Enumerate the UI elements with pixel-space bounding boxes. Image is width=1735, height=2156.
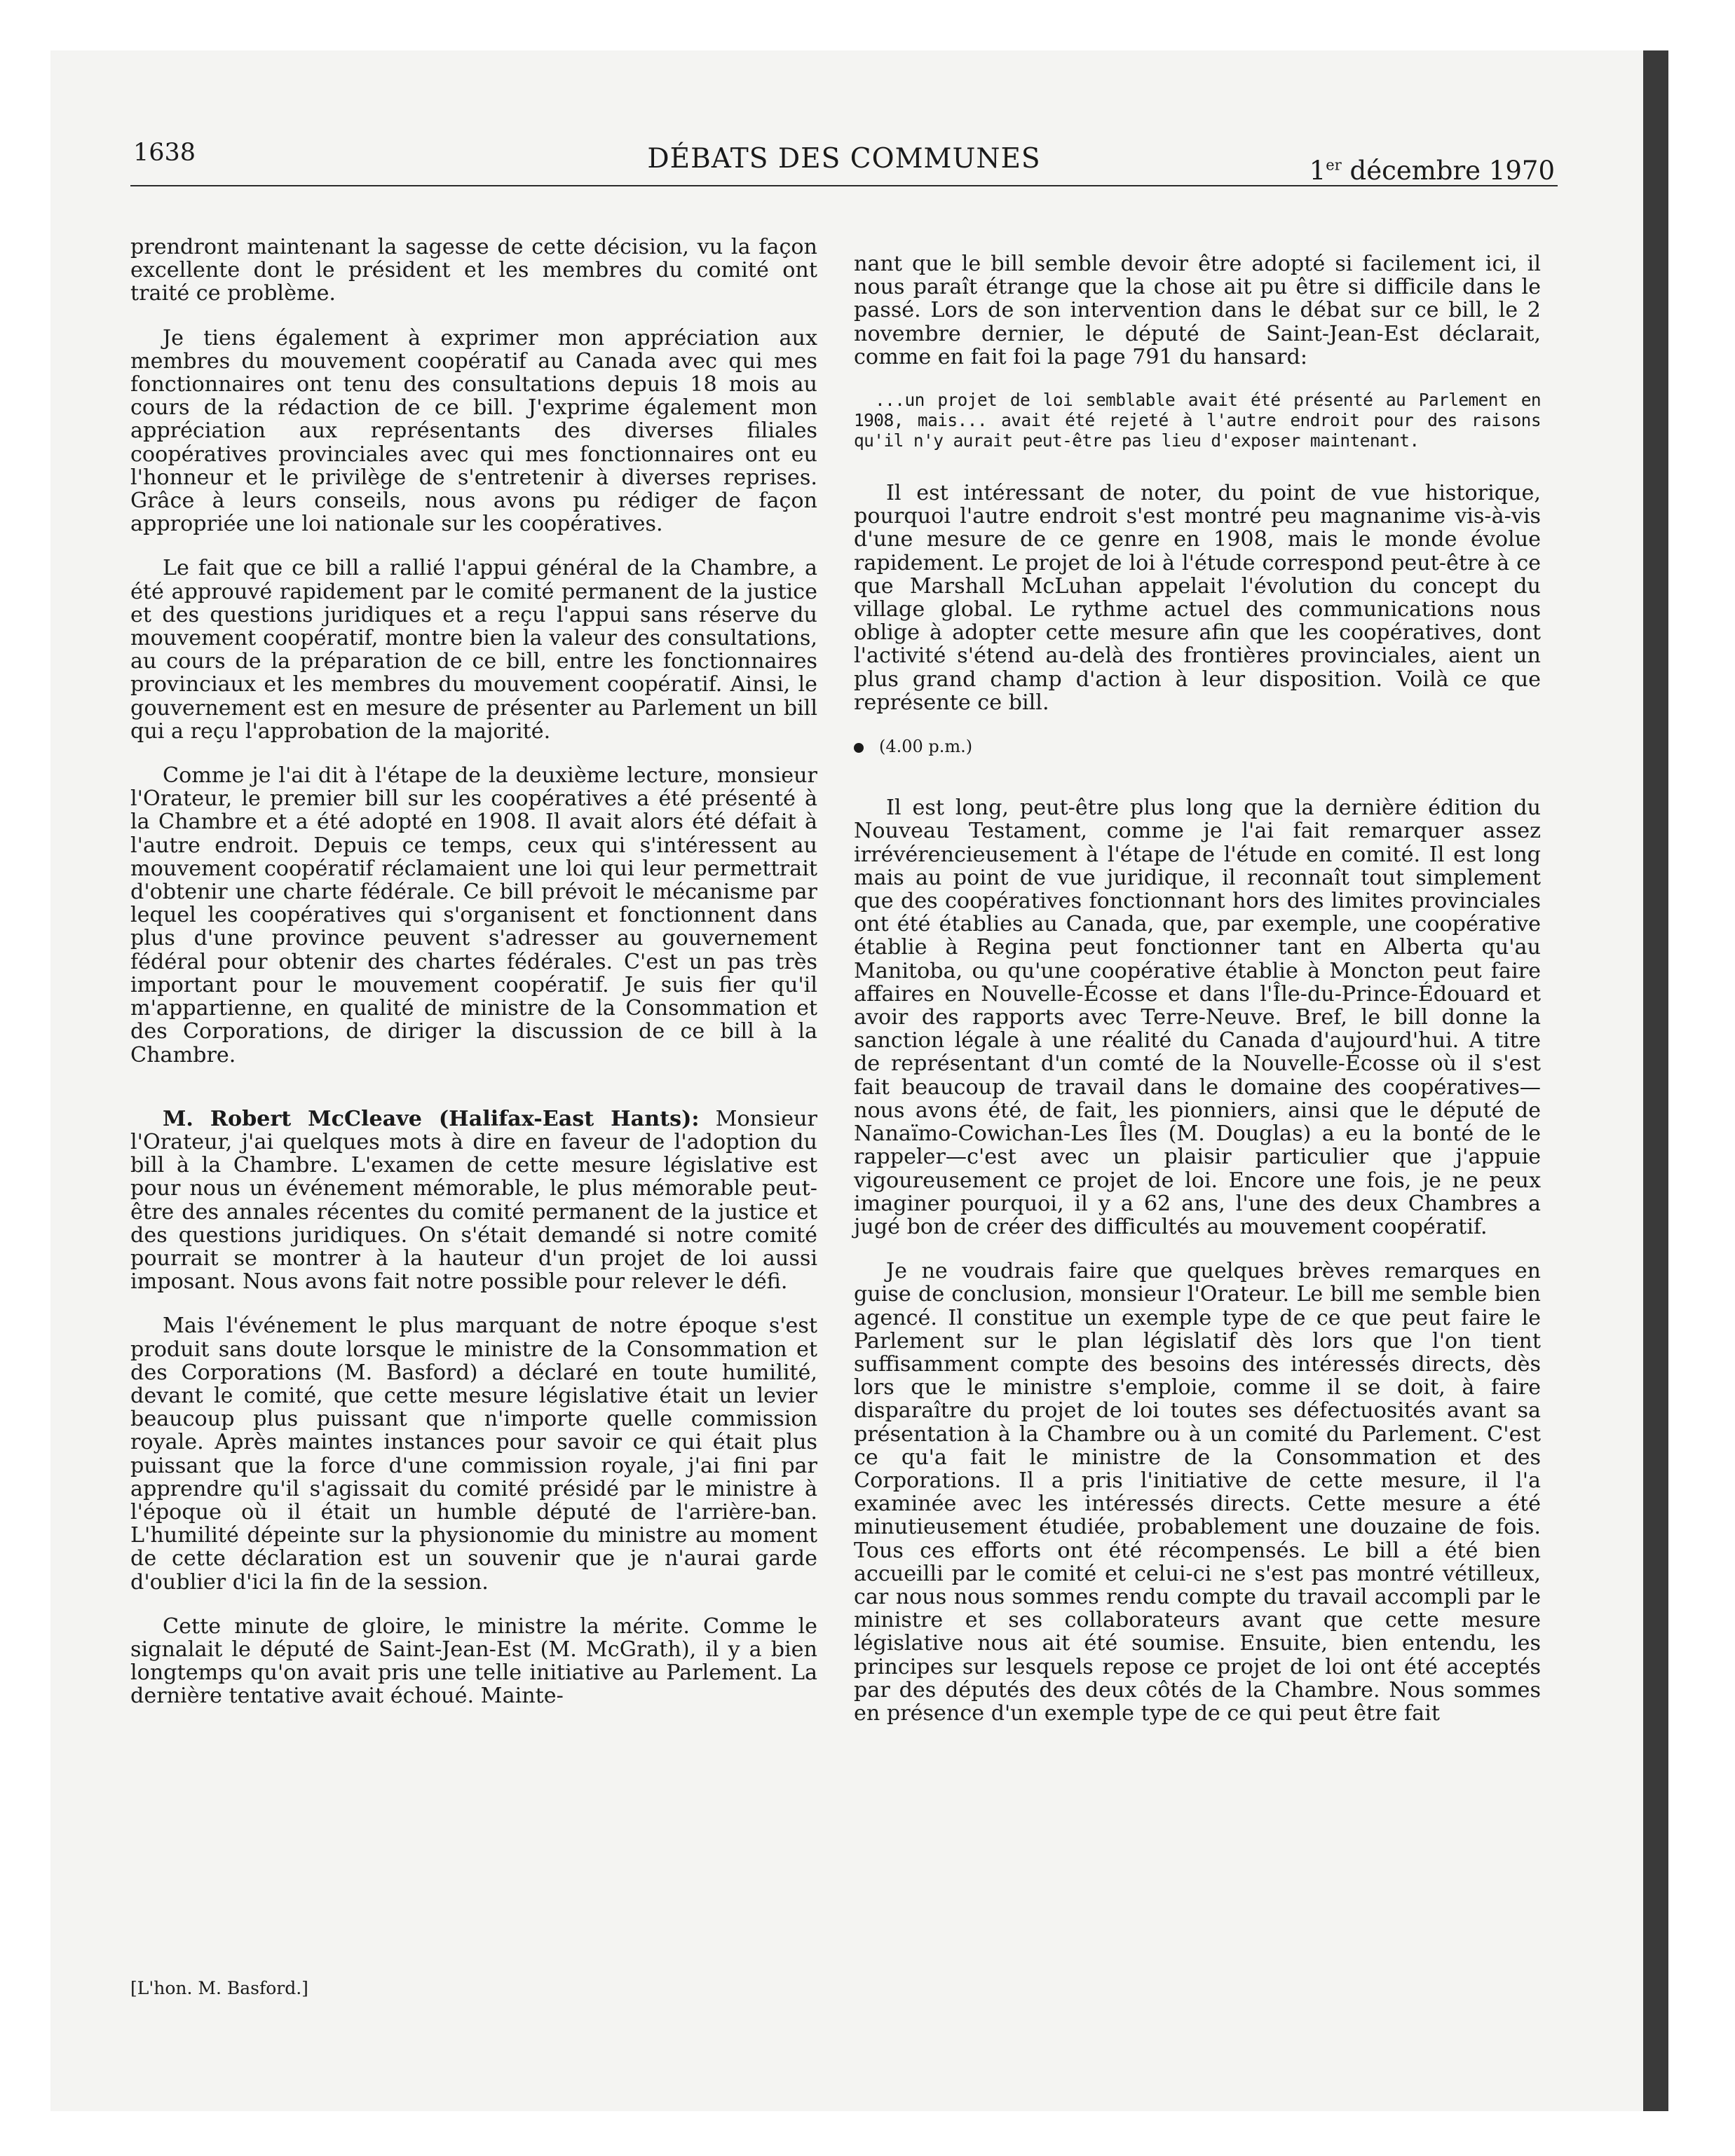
footer-speaker-note: [L'hon. M. Basford.] <box>130 1978 308 1998</box>
paragraph: Je tiens également à exprimer mon appréciation aux membres du mouvement coopératif au Canada avec qui mes fonctionnaires ont tenu des consultations depuis 18 mois au cours de la rédaction de ce bill. J'exprime également mon appréciation aux représentants des diverses filiales coopératives provinciales avec qui mes fonctionnaires ont eu l'honneur et le privilège de s'entretenir à diverses reprises. Grâce à leurs conseils, nous avons pu rédiger de façon appropriée une loi nationale sur les coopératives. <box>130 325 817 537</box>
paragraph: Mais l'événement le plus marquant de notre époque s'est produit sans doute lorsque le ministre de la Consommation et des Corporations (M. Basford) a déclaré en toute humilité, devant le comité, que cette mesure législative était un levier beaucoup plus puissant que n'importe quelle commission royale. Après maintes instances pour savoir ce qui était plus puissant que la force d'une commission royale, j'ai fini par apprendre qu'il s'agissait du comité présidé par le ministre à l'époque où il était un humble député de l'arrière-ban. L'humilité dépeinte sur la physionomie du ministre au moment de cette déclaration est un souvenir que je n'aurai garde d'oublier d'ici la fin de la session. <box>130 1314 817 1595</box>
header-date <box>1309 156 1555 186</box>
speaker-text: Monsieur l'Orateur, j'ai quelques mots à dire en faveur de l'adoption du bill à la Chambre. L'examen de cette mesure législative est pour nous un événement mémorable, le plus mémorable peut-être des annales récentes du comité permanent de la justice et des questions juridiques. On s'était demandé si notre comité pourrait se montrer à la hauteur d'un projet de loi aussi imposant. Nous avons fait notre possible pour relever le défi. <box>130 1106 817 1295</box>
speaker-paragraph <box>130 1107 817 1294</box>
time-stamp: (4.00 p.m.) <box>879 737 973 757</box>
paragraph: Je ne voudrais faire que quelques brèves remarques en guise de conclusion, monsieur l'Orateur. Le bill me semble bien agencé. Il constitue un exemple type de ce que peut faire le Parlement sur le plan législatif dès lors que l'on tient suffisamment compte des besoins des intéressés directs, dès lors que le ministre s'emploie, comme il se doit, à faire disparaître du projet de loi toutes ses défectuosités avant sa présentation à la Chambre ou à un comité du Parlement. C'est ce qu'a fait le ministre de la Consommation et des Corporations. Il a pris l'initiative de cette mesure, il l'a examinée avec les intéressés directs. Cette mesure a été minutieusement étudiée, probablement une douzaine de fois. Tous ces efforts ont été récompensés. Le bill a été bien accueilli par le comité et celui-ci ne s'est pas montré vétilleux, car nous nous sommes rendu compte du travail accompli par le ministre et ses collaborateurs avant que cette mesure législative nous ait été soumise. Ensuite, bien entendu, les principes sur lesquels repose ce projet de loi ont été acceptés par des députés des deux côtés de la Chambre. Nous sommes en présence d'un exemple type de ce qui peut être fait <box>854 1259 1541 1726</box>
date-day: 1 <box>1309 156 1326 186</box>
page-header <box>130 139 1558 186</box>
right-column <box>854 252 1541 1746</box>
bullet-icon <box>854 743 864 753</box>
time-marker <box>854 735 1541 758</box>
paragraph: Il est long, peut-être plus long que la dernière édition du Nouveau Testament, comme je l'ai fait remarquer assez irrévérencieusement à l'étape de l'étude en comité. Il est long mais au point de vue juridique, il reconnaît tout simplement que des coopératives fonctionnant hors des limites provinciales ont été établies au Canada, que, par exemple, une coopérative établie à Regina peut fonctionner tant en Alberta qu'au Manitoba, ou qu'une coopérative établie à Moncton peut faire affaires en Nouvelle-Écosse et dans l'Île-du-Prince-Édouard et avoir des rapports avec Terre-Neuve. Bref, le bill donne la sanction légale à une réalité du Canada d'aujourd'hui. A titre de représentant d'un comté de la Nouvelle-Écosse où il s'est fait beaucoup de travail dans le domaine des coopératives—nous avons été, de fait, les pionniers, ainsi que le député de Nanaïmo-Cowichan-Les Îles (M. Douglas) a eu la bonté de le rappeler—c'est avec un plaisir particulier que j'appuie vigoureusement ce projet de loi. Encore une fois, je ne peux imaginer pourquoi, il y a 62 ans, l'une des deux Chambres a jugé bon de créer des difficultés au mouvement coopératif. <box>854 796 1541 1239</box>
date-suffix: er <box>1326 156 1342 174</box>
paragraph: Il est intéressant de noter, du point de vue historique, pourquoi l'autre endroit s'est montré peu magnanime vis-à-vis d'une mesure de ce genre en 1908, mais le monde évolue rapidement. Le projet de loi à l'étude correspond peut-être à ce que Marshall McLuhan appelait l'évolution du concept du village global. Le rythme actuel des communications nous oblige à adopter cette mesure afin que les coopératives, dont l'activité s'étend au-delà des frontières provinciales, aient un plus grand champ d'action à leur disposition. Voilà ce que représente ce bill. <box>854 481 1541 715</box>
speaker-name: M. Robert McCleave (Halifax-East Hants): <box>163 1106 700 1131</box>
paragraph: Le fait que ce bill a rallié l'appui général de la Chambre, a été approuvé rapidement par le comité permanent de la justice et des questions juridiques et a reçu l'appui sans réserve du mouvement coopératif, montre bien la valeur des consultations, au cours de la préparation de ce bill, entre les fonctionnaires provinciaux et les membres du mouvement coopératif. Ainsi, le gouvernement est en mesure de présenter au Parlement un bill qui a reçu l'approbation de la majorité. <box>130 556 817 744</box>
left-column <box>130 236 817 1729</box>
paragraph: Cette minute de gloire, le ministre la mérite. Comme le signalait le député de Saint-Jean-Est (M. McGrath), il y a bien longtemps qu'on avait pris une telle initiative au Parlement. La dernière tentative avait échoué. Mainte- <box>130 1613 817 1709</box>
hansard-quote: ...un projet de loi semblable avait été présenté au Parlement en 1908, mais... avait été rejeté à l'autre endroit pour des raisons qu'il n'y aurait peut-être pas lieu d'exposer maintenant. <box>854 390 1541 451</box>
publication-title: DÉBATS DES COMMUNES <box>647 143 1041 175</box>
date-rest: décembre 1970 <box>1341 156 1555 186</box>
paragraph: prendront maintenant la sagesse de cette décision, vu la façon excellente dont le président et les membres du comité ont traité ce problème. <box>130 235 817 306</box>
page-number: 1638 <box>133 139 196 167</box>
paragraph: Comme je l'ai dit à l'étape de la deuxième lecture, monsieur l'Orateur, le premier bill sur les coopératives a été présenté à la Chambre et a été adopté en 1908. Il avait alors été défait à l'autre endroit. Depuis ce temps, ceux qui s'intéressent au mouvement coopératif réclamaient une loi qui leur permettrait d'obtenir une charte fédérale. Ce bill prévoit le mécanisme par lequel les coopératives qui s'organisent et fonctionnent dans plus d'une province peuvent s'adresser au gouvernement fédéral pour obtenir des chartes fédérales. C'est un pas très important pour le mouvement coopératif. Je suis fier qu'il m'appartienne, en qualité de ministre de la Consommation et des Corporations, de diriger la discussion de ce bill à la Chambre. <box>130 763 817 1067</box>
paragraph: nant que le bill semble devoir être adopté si facilement ici, il nous paraît étrange que la chose ait pu être si difficile dans le passé. Lors de son intervention dans le débat sur ce bill, le 2 novembre dernier, le député de Saint-Jean-Est déclarait, comme en fait foi la page 791 du hansard: <box>854 252 1541 369</box>
scan-edge-bar <box>1643 50 1668 2111</box>
